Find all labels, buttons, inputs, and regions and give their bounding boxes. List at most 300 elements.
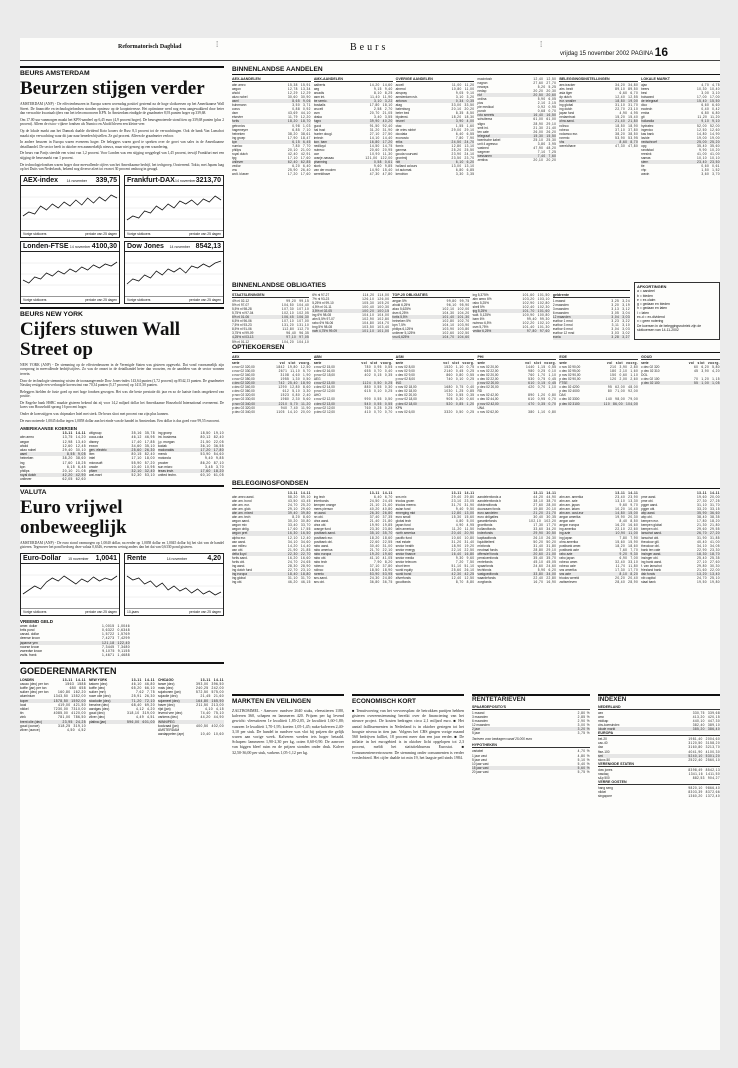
row-value: 17,70 xyxy=(628,567,639,572)
row-value: 3,90 xyxy=(619,365,628,370)
row-value: 1440 xyxy=(525,365,535,370)
row-value: 102,10 xyxy=(537,321,550,326)
row-value: 7,80 xyxy=(619,535,628,540)
row-label: airspray xyxy=(395,91,407,96)
row-value: 2,15 xyxy=(548,101,557,106)
row-label: robeco amer. xyxy=(559,559,578,564)
row-label: ohra aand. xyxy=(559,119,575,124)
table-column xyxy=(559,77,638,176)
row-label: csm xyxy=(313,111,320,116)
row-value: 102,05 xyxy=(297,311,310,316)
row-value: 3,71 xyxy=(303,103,311,108)
row-value: 1,30 xyxy=(292,377,301,382)
row-value: 107,10 xyxy=(297,307,310,312)
row-value: 2560,10 xyxy=(705,757,720,762)
row-value: 2,00 xyxy=(619,377,628,382)
row-label: theodoor obl. xyxy=(641,543,660,548)
row-value: 3,10 xyxy=(712,91,720,96)
row-value: 15,60 xyxy=(464,515,475,520)
row-value: 0,10 xyxy=(548,369,557,374)
row-label: smit int. xyxy=(477,125,489,130)
row-value: 114,20 xyxy=(362,293,375,297)
row-value: 13,20 xyxy=(697,571,707,576)
row-value: 31,70 xyxy=(451,503,462,508)
row-value: 18,47 xyxy=(300,135,311,140)
row-value: 19,10 xyxy=(213,431,224,436)
row-value: 17,10 xyxy=(131,456,142,461)
row-value: 520 xyxy=(446,401,453,406)
row-label: serie xyxy=(232,361,240,366)
row-value: 22,60 xyxy=(369,539,380,544)
row-value: 12,40 xyxy=(451,575,462,580)
row-value: 1343,50 xyxy=(53,694,69,699)
row-value: 25,40 xyxy=(697,555,707,560)
chart-dax xyxy=(124,175,224,238)
row-value: 23,95 xyxy=(62,719,73,724)
row-label: ahold 6,25% xyxy=(392,303,411,308)
row-value: 24,50 xyxy=(369,499,380,504)
row-label: abn am. amerika xyxy=(559,495,584,500)
row-value: 22,10 xyxy=(615,527,626,532)
row-label: s&p 500 xyxy=(598,775,610,780)
row-value: 3,75 % xyxy=(577,731,590,736)
row-label: randstad xyxy=(641,147,654,152)
row-value: 29,40 xyxy=(451,495,462,500)
row-value: 61,00 xyxy=(533,117,544,122)
chart-dowjones xyxy=(124,241,224,304)
row-value: 47,80 xyxy=(628,143,639,148)
section-label: GOEDERENMARKTEN xyxy=(20,662,224,676)
row-value: 103,90 xyxy=(442,327,455,332)
row-value: 7,60 xyxy=(619,547,628,552)
row-value: 15,30 xyxy=(451,515,462,520)
row-value: 28,90 xyxy=(533,121,544,126)
row-value: 103,80 xyxy=(457,327,470,332)
row-label: c dec 02 18,00 xyxy=(395,389,417,394)
vreemd-geld-title: VREEMD GELD xyxy=(20,618,54,624)
row-label: koffie (dec) xyxy=(89,685,106,690)
table-subheading: LOKALE MARKT xyxy=(641,77,720,82)
row-value: 51,10 xyxy=(451,563,462,568)
row-label: holland colours xyxy=(395,163,418,168)
markten-text: ZALTBOMMEL - Aanvoer: rundvee 2640 stuks, vleesstieren 1180, kalveren 360, schapen en lammeren 420. Prijzen per kg levend gewicht: vleesstieren 1e kwaliteit 1,85-2,05, 2e kwaliteit 1,60-1,80; vaarzen 1e kwaliteit 1,70-1,95; koeien 1,05-1,45; nuka-kalveren 2,40-3,10 per stuk. De handel in rundvee was vlot bij prijzen die gelijk waren aan vorige week. Kalveren werden iets hoger betaald. Schapen: lammeren 1,90-2,30 per kg, ooien 0,60-0,90. De aanvoer van biggen bleef ruim en de prijzen stonden onder druk. Kalver 32,50-36,00 per stuk, varkens 1,05-1,12 per kg. xyxy=(232,708,344,755)
table-subheading: GOUD xyxy=(641,355,720,360)
row-value: 101,00 xyxy=(377,329,390,334)
row-value: 104,50 xyxy=(281,303,295,308)
row-label: indexfonds xyxy=(477,531,493,536)
page-number: 16 xyxy=(654,45,668,59)
row-value: 12,50 xyxy=(300,365,311,370)
row-value: 0,35 xyxy=(537,401,546,406)
chart-footer xyxy=(21,296,119,303)
row-label: c nov 02 320,00 xyxy=(232,365,255,370)
chart-name: Euro-Dollar xyxy=(23,554,62,562)
table-row xyxy=(314,580,393,584)
row-value: 34,05 xyxy=(709,543,720,548)
row-label: 3,75% nl 99-09 xyxy=(232,331,254,336)
row-value: 23,40 xyxy=(615,495,626,500)
row-label: 5 jaar vast xyxy=(472,757,487,762)
row-value: voorg. xyxy=(626,361,639,366)
row-value: 14,80 xyxy=(615,511,626,516)
row-value: 1290 xyxy=(278,385,288,390)
row-value: 23,10 xyxy=(300,567,311,572)
row-label: p dec 02 310 xyxy=(641,369,660,374)
row-value: 100,20 xyxy=(362,309,375,314)
row-value: 1,10 xyxy=(537,409,546,414)
row-value: 3,00 xyxy=(701,91,710,96)
row-value: 1,10 xyxy=(548,385,557,390)
paragraph: NEW YORK (ANP) - De stemming op de effectenbeurzen in de Verenigde Staten was gisteren opgewekt. Dat vond voornamelijk zijn oorsprong in meevallende bedrijfscijfers. Zo was de omzet in de detailhandel beter dan voorzien, en de aandelen van de sector wonnen terrein. xyxy=(20,362,224,376)
row-value: 8,70 xyxy=(455,580,464,585)
row-label: beers xyxy=(641,87,650,92)
row-label: postbank eur. xyxy=(313,535,333,540)
chart-footer xyxy=(21,608,119,615)
rates-col xyxy=(158,431,224,481)
row-value: 99,80 xyxy=(446,299,457,304)
row-value: 31,40 xyxy=(464,539,475,544)
row-value: 7,75 xyxy=(146,690,155,695)
row-value: 36,80 xyxy=(369,580,380,585)
row-value: 0,25 xyxy=(384,405,393,410)
row-value: 131,10 xyxy=(297,323,310,328)
row-value: 97,05 xyxy=(299,335,310,340)
row-label: triodos groen xyxy=(395,499,415,504)
row-label: stoxx-50 xyxy=(598,757,611,762)
section-markten xyxy=(232,694,344,1044)
row-value: 107,10 xyxy=(281,319,295,324)
row-label: c dec 02 16,00 xyxy=(313,369,335,374)
table-row xyxy=(20,477,86,481)
row-label: unilever xyxy=(20,477,32,482)
row-label: DAX xyxy=(559,393,566,398)
row-value: 7,62 xyxy=(135,690,144,695)
row-value: 9,60 xyxy=(619,503,628,508)
row-value: 1680 xyxy=(444,385,453,390)
row-value: 35,78 xyxy=(144,431,155,436)
row-value: 3,20 xyxy=(611,303,620,308)
row-label: heineken xyxy=(20,456,34,461)
row-value: 655 xyxy=(364,369,372,374)
row-value: 103,90 xyxy=(457,323,470,328)
row-label: rabo aand. xyxy=(313,543,330,548)
row-label: mixfonds xyxy=(477,543,491,548)
row-value: 24,70 xyxy=(287,503,298,508)
row-value: 4,51 xyxy=(146,715,155,720)
row-value: 7,70 xyxy=(303,143,311,148)
row-label: ing global xyxy=(559,103,573,108)
row-label: interbonds xyxy=(313,499,329,504)
row-value: 5,75 % xyxy=(577,769,590,774)
row-value: 1124 xyxy=(362,381,372,386)
chart-foot-right: periode van 25 dagen xyxy=(85,609,117,614)
row-label: emerging mkt xyxy=(395,511,415,516)
row-value: 71,00 xyxy=(615,389,626,394)
row-value: vol xyxy=(525,361,531,366)
row-label: deense kroon xyxy=(20,636,40,641)
row-value: 22,55 xyxy=(382,539,393,544)
row-value: 23,30 xyxy=(369,527,380,532)
paragraph: De beurs van Parijs steedde een winst van 1,2 procent. Voor Londen was een stijging weggelegd van 1,45 procent, terwijl Frankfurt met een stijging de beursmarkt van 1 procent. xyxy=(20,151,224,160)
row-value: 15,20 xyxy=(615,115,626,120)
row-value: 22,70 xyxy=(615,107,626,112)
row-value: 7,60 xyxy=(548,153,557,158)
row-label: koper xyxy=(20,698,29,703)
row-label: aardappelen (apr) xyxy=(158,732,185,737)
row-value: 13-11 xyxy=(287,491,298,495)
chart-rente xyxy=(124,553,224,616)
row-value: 61,00 xyxy=(546,117,557,122)
row-label: japan fund xyxy=(559,111,575,116)
row-value: 30,10 xyxy=(75,448,86,453)
row-label: aegon xyxy=(232,87,241,92)
row-label: abp obl. xyxy=(641,515,653,520)
row-value: 0,70 xyxy=(548,109,557,114)
row-value: 17,30 xyxy=(615,567,626,572)
row-label: p dec 02 340,00 xyxy=(232,409,255,414)
row-label: 5,25% nl 99-10 xyxy=(312,301,334,306)
row-label: mcdonalds xyxy=(158,448,174,453)
row-value: 882,53 xyxy=(692,775,705,780)
row-label: sns amerika xyxy=(559,567,577,572)
section-header: OPTIEKOERSEN xyxy=(232,344,720,353)
row-value: 15,50 xyxy=(546,133,557,138)
separator-dots: ⁞ xyxy=(216,40,219,49)
row-value: 101,60 xyxy=(522,293,535,297)
row-value: voorg. xyxy=(707,361,720,366)
right-area xyxy=(232,66,720,1046)
row-value: 23,90 xyxy=(628,495,639,500)
row-label: 3,5% nl 02-05 xyxy=(312,309,332,314)
row-label: world equity xyxy=(395,567,413,572)
row-label: p dec 02 12,00 xyxy=(313,409,335,414)
row-value: 17,10 xyxy=(287,155,298,160)
chart-line-graphic xyxy=(21,564,119,608)
row-value: 720 xyxy=(446,393,453,398)
row-value: 3,60 xyxy=(701,172,710,177)
row-value: 16,80 xyxy=(369,139,380,144)
row-value: 1030 xyxy=(444,389,453,394)
table-column xyxy=(553,293,630,344)
chart-header xyxy=(125,242,223,252)
row-label: ing japan xyxy=(559,535,573,540)
row-label: c dec 02 340,00 xyxy=(232,385,255,390)
row-value: 0,25 xyxy=(466,409,475,414)
row-value: 38,50 xyxy=(628,131,639,136)
row-value: 0,40 xyxy=(384,369,393,374)
obligaties-main xyxy=(232,282,631,344)
row-value: 9,06 xyxy=(303,99,311,104)
row-value: 14-11 xyxy=(144,677,155,682)
row-label: besi xyxy=(641,91,647,96)
row-value: 0,55 xyxy=(384,401,393,406)
row-value: 20,50 xyxy=(533,93,544,98)
row-value: 96,10 xyxy=(446,303,457,308)
row-value: 240,25 xyxy=(196,685,209,690)
row-value: 46,15 xyxy=(300,580,311,585)
row-label: unilever 5,125% xyxy=(392,331,416,336)
row-label: c nov 02 350,00 xyxy=(232,377,255,382)
row-label: serie xyxy=(477,361,485,366)
row-label: abn amro aand. xyxy=(232,495,255,500)
row-label: platina (jan) xyxy=(89,719,107,724)
row-value: 103,40 xyxy=(377,325,390,330)
row-value: 16,50 xyxy=(546,113,557,118)
table-column xyxy=(477,355,556,414)
table-subheading: geldrente xyxy=(553,293,630,298)
chart-name: Rente xyxy=(127,554,147,562)
row-value: 0,55 xyxy=(466,373,475,378)
row-value: 46,95 xyxy=(144,435,155,440)
row-value: voorg. xyxy=(544,361,557,366)
row-label: global tech xyxy=(395,519,412,524)
row-value: 14,10 xyxy=(369,135,380,140)
row-label: 7,5% nl 93-23 xyxy=(232,323,252,328)
obligaties-columns xyxy=(232,293,630,344)
row-value: 0,80 xyxy=(455,373,464,378)
row-value: 1,15 xyxy=(537,365,546,370)
row-label: kpn xyxy=(232,139,238,144)
row-value: 41,00 xyxy=(709,539,720,544)
row-value: 21,00 xyxy=(546,551,557,556)
row-value: 10,80 xyxy=(464,535,475,540)
table-row xyxy=(396,410,475,414)
row-value: 3,24 xyxy=(622,299,631,304)
row-label: sector energy xyxy=(395,547,415,552)
row-label: rodamco eur. xyxy=(559,131,578,136)
row-value: 79,00 xyxy=(628,397,639,402)
row-value: 95,90 xyxy=(459,303,470,308)
row-value: 3,45 xyxy=(204,464,213,469)
chart-foot-left: 10-jaars xyxy=(127,609,139,614)
row-value: 16,80 xyxy=(464,551,475,556)
row-value: 5,00 xyxy=(466,519,475,524)
row-label: short term xyxy=(395,563,411,568)
row-label: asm int. xyxy=(313,95,325,100)
row-label: zilver (dec) xyxy=(89,715,106,720)
row-value: 3,95 xyxy=(548,141,557,146)
row-label: abp aand. xyxy=(641,511,656,516)
row-value: 30,40 xyxy=(369,543,380,548)
row-value: 180 xyxy=(609,369,617,374)
row-label: royal dutch xyxy=(20,473,37,478)
row-value: 44,90 xyxy=(546,495,557,500)
row-value: 0,70 xyxy=(548,397,557,402)
row-value: 20,60 xyxy=(369,147,380,152)
row-value: 16,40 xyxy=(451,551,462,556)
row-value: 6,55 xyxy=(466,131,475,136)
row-label: hagemeyer xyxy=(232,127,248,132)
row-value: 3,22 xyxy=(384,99,393,104)
row-value: 8,60 xyxy=(303,385,311,390)
row-value: 33,20 xyxy=(697,507,707,512)
chart-date: 14 november xyxy=(175,178,196,183)
row-label: bank ten cate xyxy=(641,547,661,552)
goederen-col xyxy=(158,678,224,737)
row-value: 0,50 xyxy=(374,381,382,386)
row-value: 19,90 xyxy=(615,515,626,520)
row-value: 25,60 xyxy=(131,448,142,453)
row-label: 20 jaar vast xyxy=(472,769,489,774)
row-value: 18,90 xyxy=(628,123,639,128)
row-value: 105,20 xyxy=(377,301,390,306)
row-value: 24,60 xyxy=(533,563,544,568)
row-value: 6,70 xyxy=(630,91,639,96)
row-label: c nov 02 90,00 xyxy=(559,365,581,370)
row-value: 11,00 xyxy=(464,87,475,92)
row-value: 7,90 xyxy=(630,535,639,540)
row-label: serie xyxy=(559,361,567,366)
row-value: 5301,20 xyxy=(705,753,720,758)
row-label: bolsward xyxy=(641,95,654,100)
row-value: 760 xyxy=(364,405,372,410)
row-label: wolt. 5,125% xyxy=(472,313,491,318)
row-value: 102,10 xyxy=(281,311,295,316)
row-value: 0,70 xyxy=(374,369,382,374)
row-label: triodos wereld xyxy=(559,575,580,580)
row-label: dax xyxy=(598,745,604,750)
row-value: 7,80 xyxy=(292,143,301,148)
row-value: 6,05 xyxy=(548,97,557,102)
row-value: 12,40 xyxy=(615,95,626,100)
row-label: p nov 02 340,00 xyxy=(232,401,255,406)
row-value: 39,90 xyxy=(369,119,380,124)
row-value: 4,49 xyxy=(135,715,144,720)
row-label: rabo tech xyxy=(313,559,328,564)
row-value: 30,80 xyxy=(300,519,311,524)
row-value: 18,40 xyxy=(287,571,298,576)
row-value: 20,10 xyxy=(451,107,462,112)
row-label: c nov 02 6,00 xyxy=(395,409,415,414)
row-value: 4,50 xyxy=(66,727,75,732)
row-value: 100,15 xyxy=(377,309,390,314)
row-value: 104,40 xyxy=(297,303,310,308)
row-value: 0,35 xyxy=(384,373,393,378)
row-value: 18,60 xyxy=(382,535,393,540)
row-value: 38,20 xyxy=(62,456,73,461)
row-value: 0,61 xyxy=(712,163,720,168)
row-label: ordina xyxy=(477,97,487,102)
table-column xyxy=(232,293,309,344)
chart-foot-left: Vorige slotkoers xyxy=(23,609,47,614)
row-label: texas instr. xyxy=(158,469,174,474)
row-label: eriks xyxy=(395,139,403,144)
row-value: 18,20 xyxy=(369,535,380,540)
row-value: 12,50 xyxy=(697,127,707,132)
row-label: kapitaalfonds xyxy=(477,535,497,540)
row-label: AHO xyxy=(313,393,321,398)
row-value: 2,30 xyxy=(292,397,301,402)
table-row xyxy=(20,653,130,657)
row-value: 6,40 xyxy=(374,495,382,500)
table-row xyxy=(641,172,720,176)
row-label: ten cate xyxy=(477,129,489,134)
row-value: 2522,40 xyxy=(688,757,703,762)
chart-name: Frankfurt-DAX xyxy=(127,176,175,184)
row-value: 18,60 xyxy=(628,543,639,548)
row-value: 121,00 xyxy=(365,155,378,160)
afkorting-line: a = aandeel xyxy=(637,289,655,294)
row-value: 25,35 xyxy=(709,555,720,560)
row-label: 1 jaar vast xyxy=(472,753,487,758)
chart-foot-right: periode van 25 dagen xyxy=(85,231,117,236)
row-label: CHICAGO xyxy=(158,677,174,682)
row-value: 29,10 xyxy=(464,127,475,132)
row-value: 48,00 xyxy=(628,385,639,390)
row-label: 6 maanden xyxy=(552,311,569,316)
aandelen-columns xyxy=(232,77,720,176)
paragraph: AMSTERDAM (ANP) - De effectenbeurzen in Europa waren woensdag positief gestemd na de hoge slotkoersen op het Amerikaanse Wall Street. De financiële en technologiefondsen stonden opnieuw op de koopinteresse. Het optimisme werd nog eens aangewakkerd door beter dan verwachte kwartaalcijfers van het telecomconcern KPN. In Amsterdam eindigde de graadmeter 8,93 punten hoger op 339,68. xyxy=(20,102,224,116)
